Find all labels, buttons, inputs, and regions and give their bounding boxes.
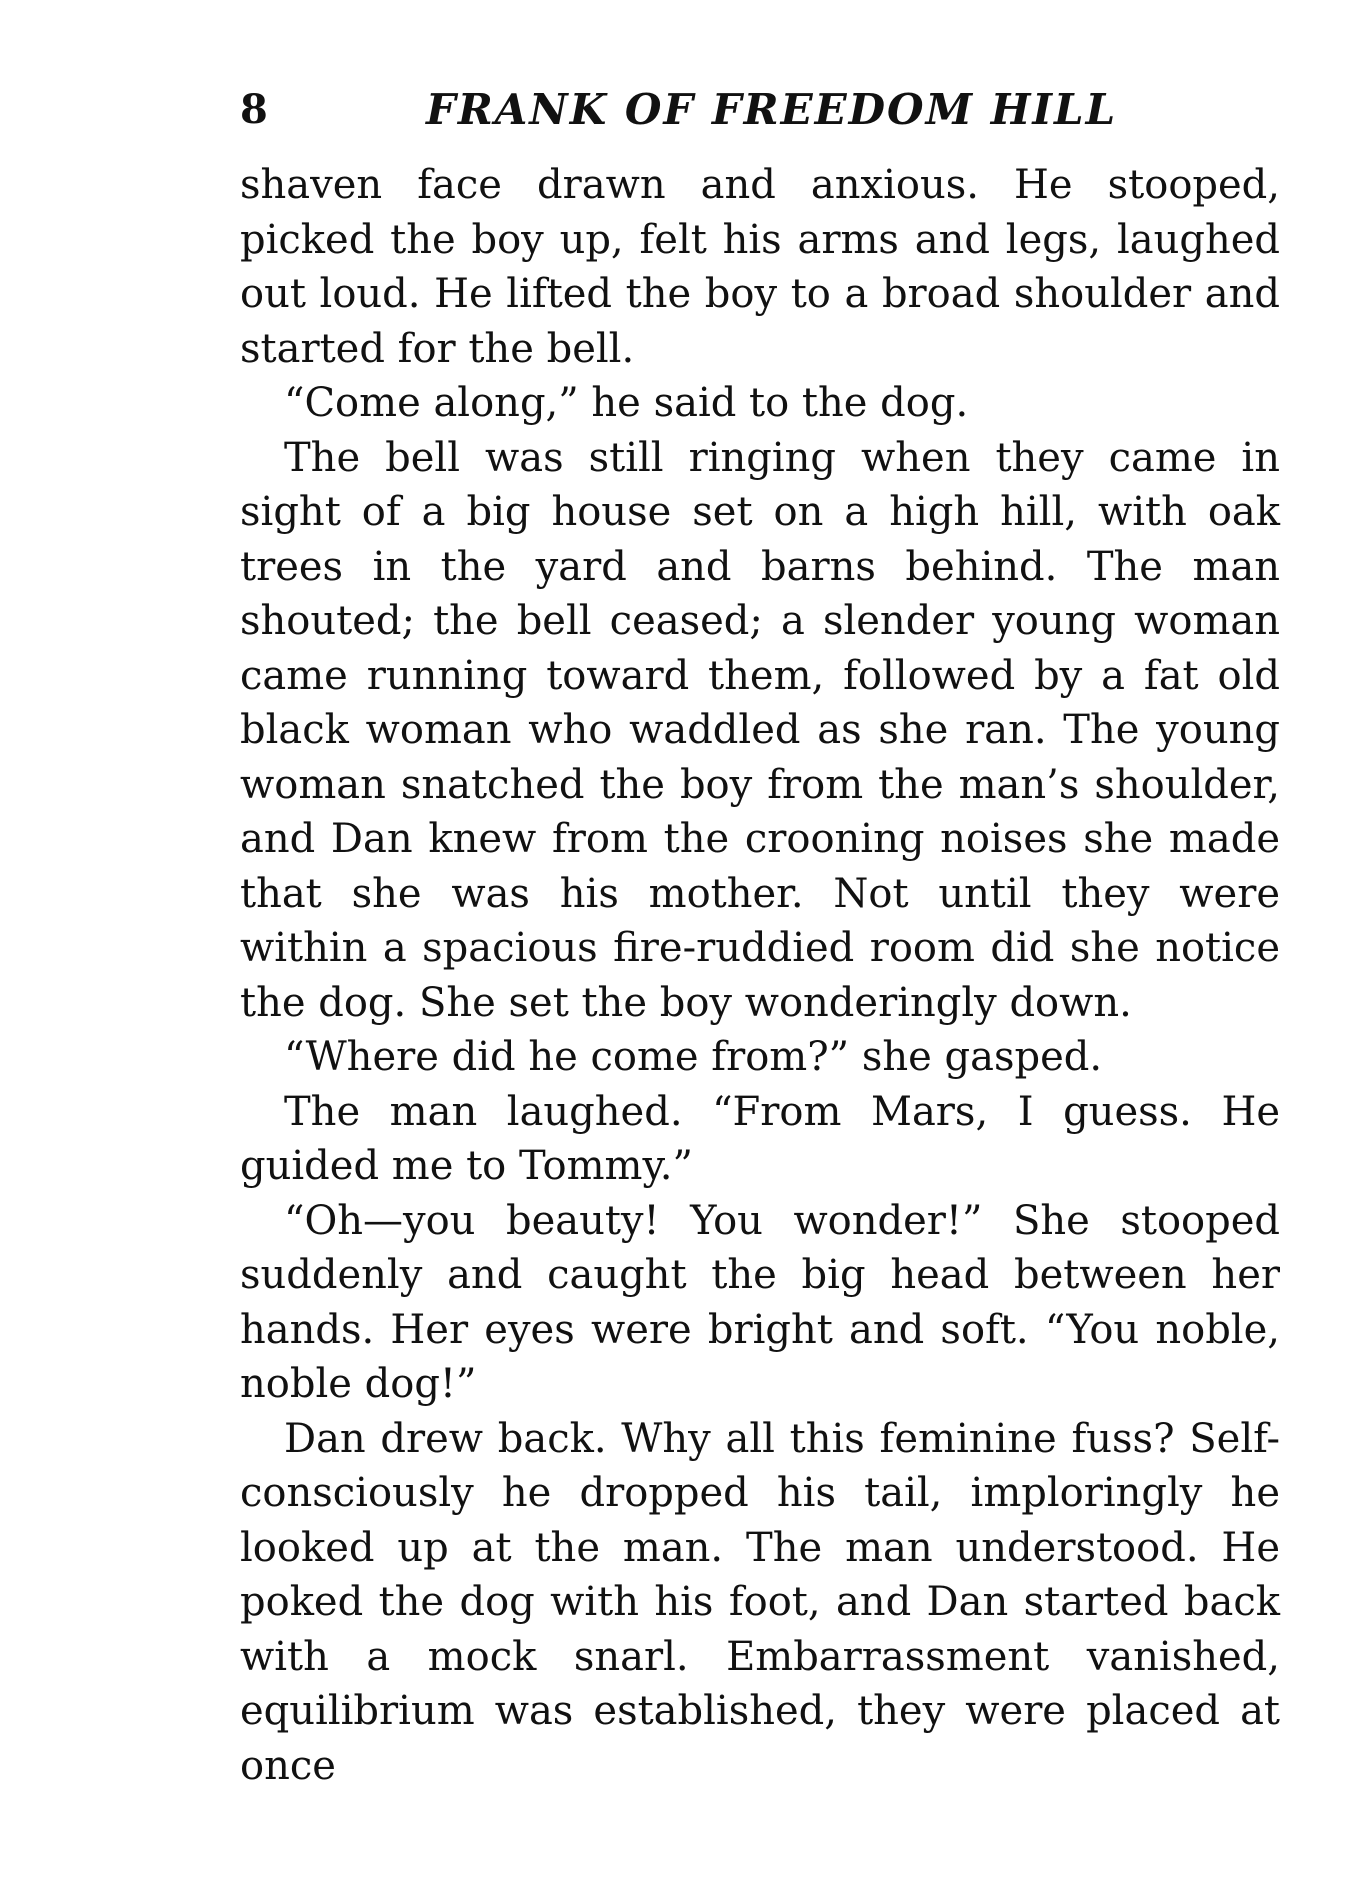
page-number: 8 [240,86,268,133]
paragraph: “Where did he come from?” she gasped. [284,1034,1103,1080]
page-header [240,80,1290,140]
paragraph: The man laughed. “From Mars, I guess. He guided me to Tommy.” [240,1088,1280,1189]
paragraph: The bell was still ringing when they came in sight of a big house set on a high hill, with oak trees in the yard and barns behind. The man shouted; the bell ceased; a slender young woman came running toward them, followed by a fat old black woman who waddled as she ran. The young woman snatched the boy from the man’s shoulder, and Dan knew from the crooning noises she made that she was his mother. Not until they were within a spacious fire-ruddied room did she notice the dog. She set the boy wonderingly down. [240,434,1280,1026]
paragraph: Dan drew back. Why all this feminine fuss? Self-consciously he dropped his tail, imploringly he looked up at the man. The man understood. He poked the dog with his foot, and Dan started back with a mock snarl. Embarrassment vanished, equilibrium was established, they were placed at once [240,1415,1280,1789]
paragraph: “Oh—you beauty! You wonder!” She stooped suddenly and caught the big head between her hands. Her eyes were bright and soft. “You noble, noble dog!” [240,1197,1280,1407]
running-title: FRANK OF FREEDOM HILL [426,85,1118,134]
paragraph: “Come along,” he said to the dog. [284,380,969,426]
paragraph-continued: shaven face drawn and anxious. He stooped, picked the boy up, felt his arms and legs, laughed out loud. He lifted the boy to a broad shoulder and started for the bell. [240,162,1280,372]
body-text [240,158,1280,1793]
